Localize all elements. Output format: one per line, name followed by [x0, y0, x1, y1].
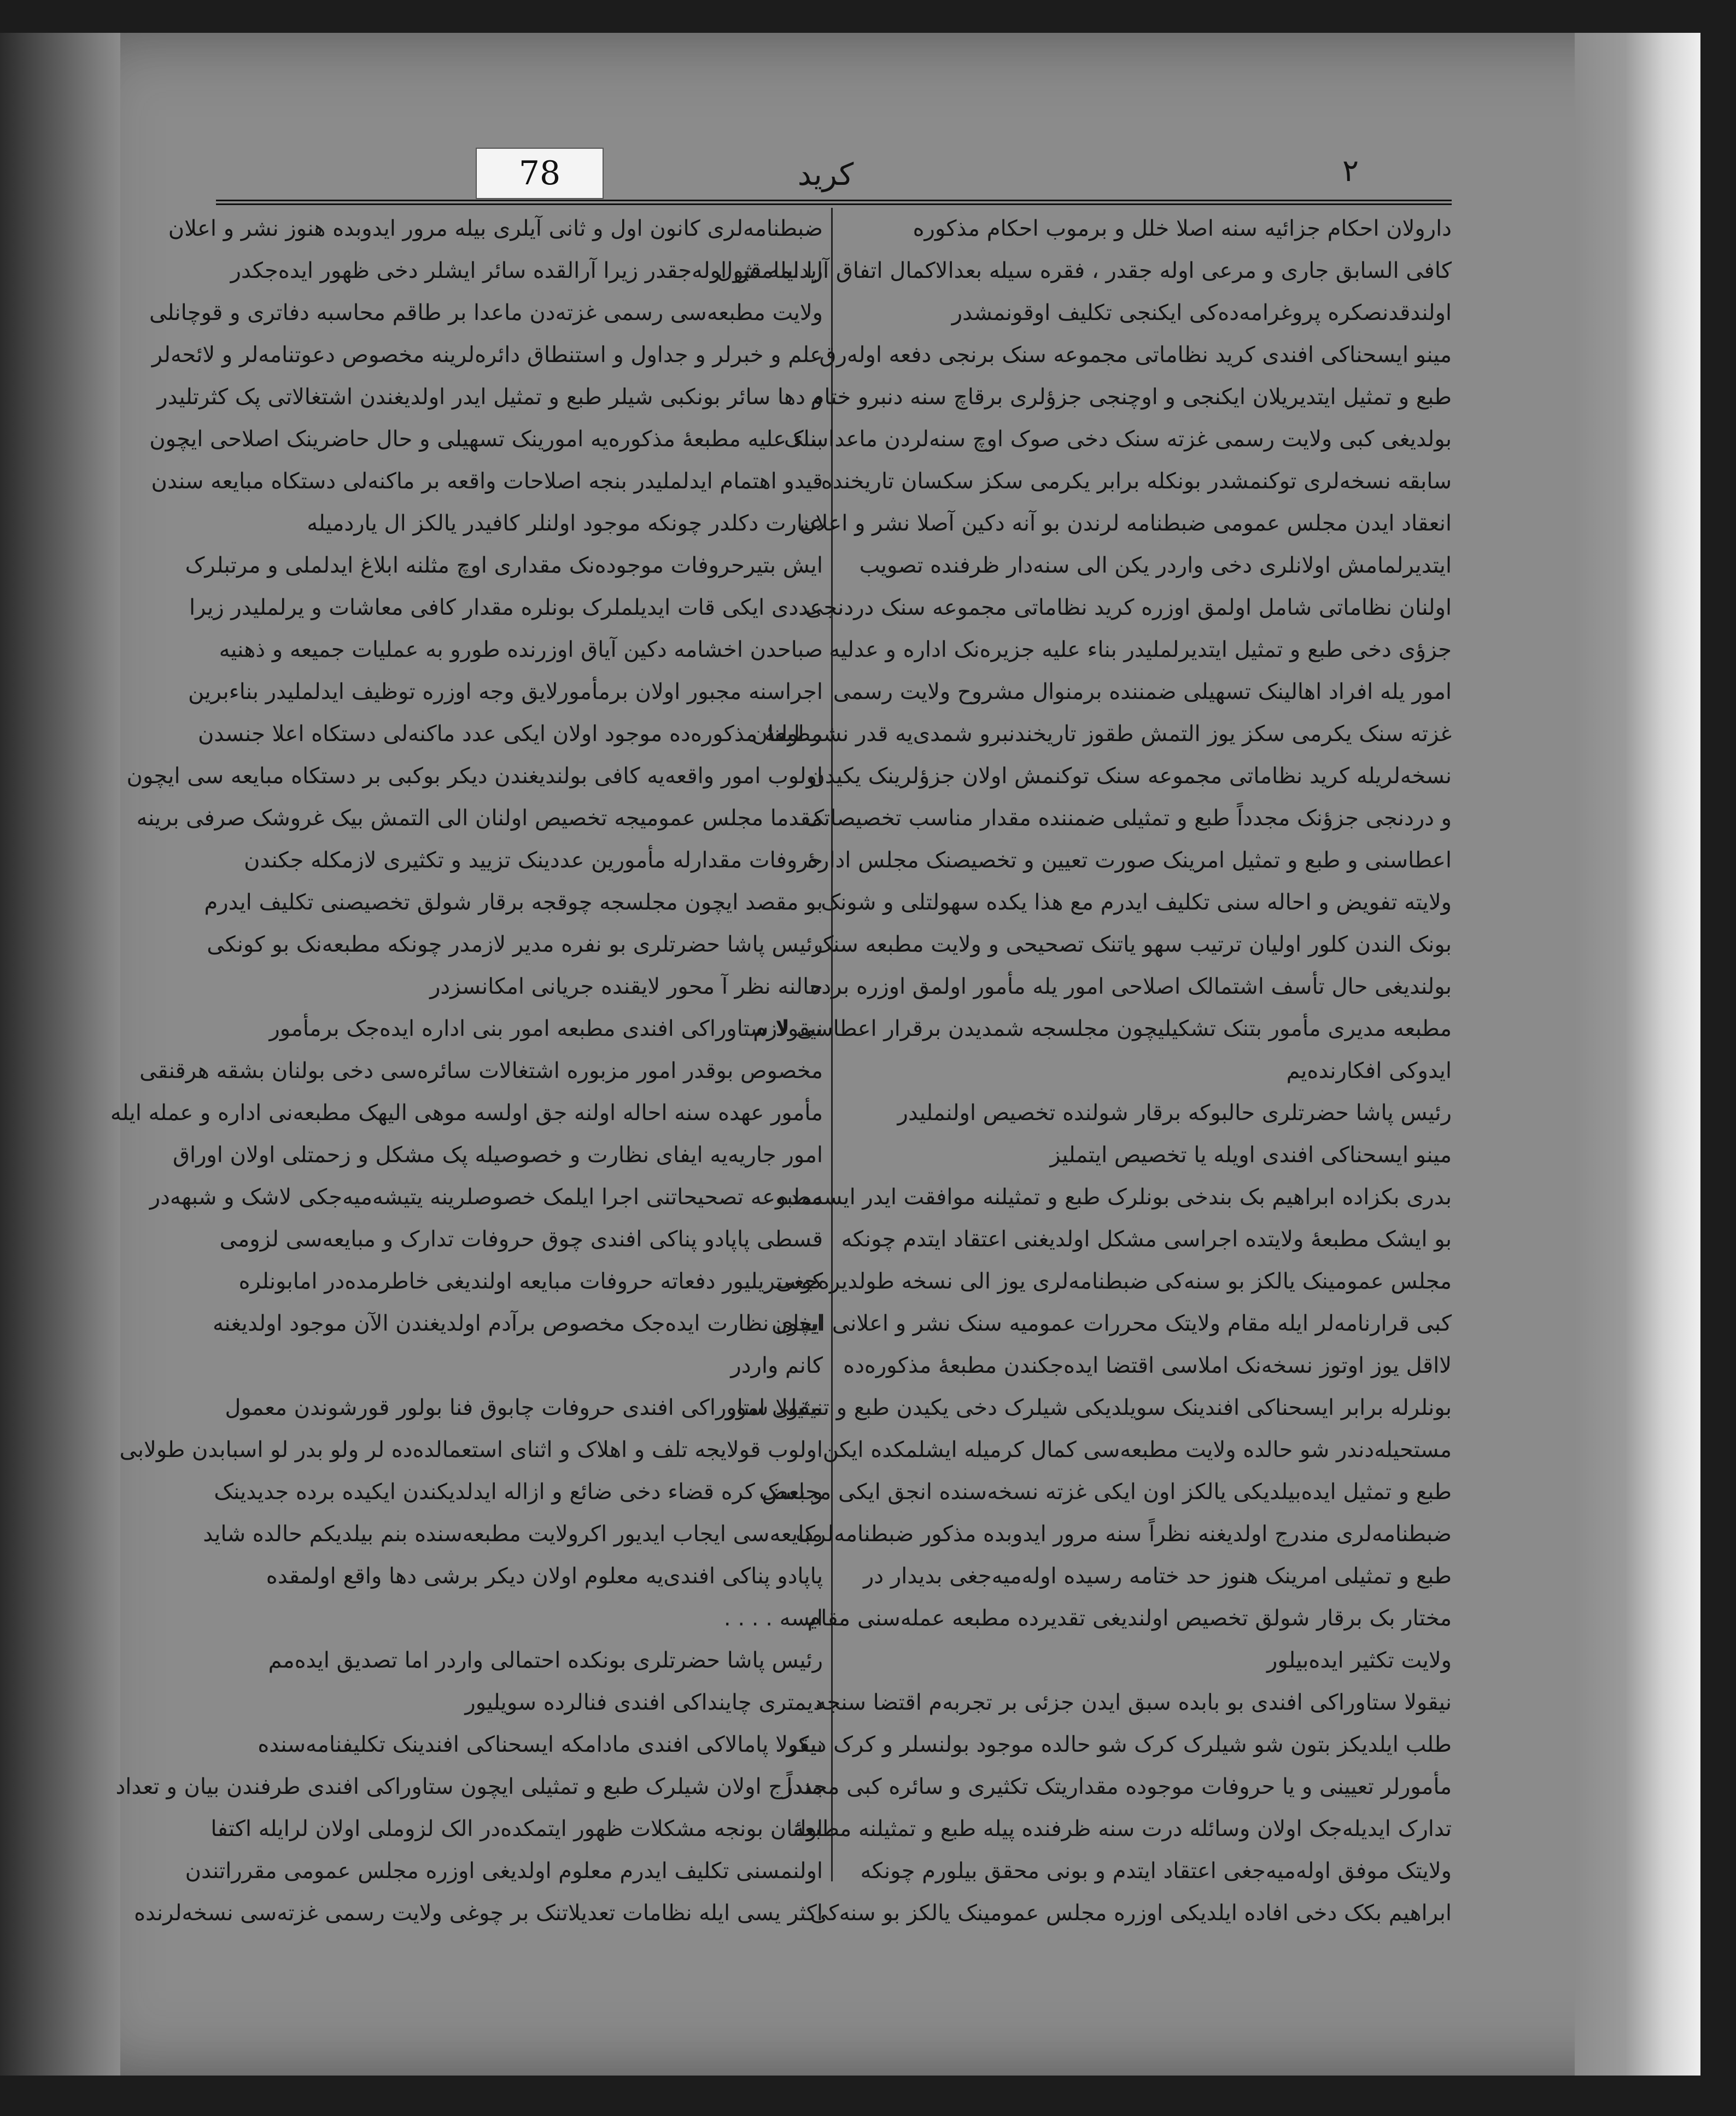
text-line: اجراسنه مجبور اولان برمأمورلایق وجه اوزره توظیف ایدلملیدر بناءبرین	[188, 679, 823, 704]
text-line: نیقولا ستاوراکی افندی بو بابده سبق ایدن جزئی بر تجربه‌م اقتضا سنجه	[815, 1690, 1452, 1715]
text-line: مینو ایسحناکی افندی کرید نظاماتی مجموعه سنک برنجی دفعه اوله‌رق	[819, 342, 1452, 368]
text-line: اعطاسنی و طبع و تمثیل امرینک صورت تعیین و تخصیصنک مجلس اداره‌ٔ	[807, 848, 1452, 873]
text-line: کافی السابق جاری و مرعی اوله جقدر ، فقره سیله بعدالاکمال اتفاق آرا ایله قبول	[717, 258, 1452, 283]
text-line: اکثر یسی ایله نظامات تعدیلاتنک بر چوغی ولایت رسمی غزته‌سی نسخه‌لرنده	[134, 1901, 823, 1926]
text-line: ایدلمامش اوله‌جقدر زیرا آرالقده سائر ایشلر دخی ظهور ایده‌جکدر	[230, 258, 823, 283]
text-line: مطبعهٔ مذکوره‌ده موجود اولان ایکی عدد ماکنه‌لی دستکاه اعلا جنسدن	[198, 721, 823, 747]
text-line: نیقولا ستاوراکی افندی مطبعه امور بنی اداره ایده‌جک برمأمور	[269, 1016, 823, 1041]
text-line: بو ایشک مطبعهٔ ولایتده اجراسی مشکل اولدیغنی اعتقاد ایتدم چونکه	[841, 1227, 1452, 1252]
text-line: غزته سنک یکرمی سکز یوز التمش طقوز تاریخندنبرو شمدی‌یه قدر نشر اولنان	[751, 721, 1452, 747]
text-line: اولوب قولایجه تلف و اهلاک و اثنای استعمالده‌ده لر ولو بدر لو اسبابدن طولابی	[119, 1437, 823, 1462]
text-line: طلب ایلدیکز بتون شو شیلرک کرک شو حالده موجود بولنسلر و کرک دیکر	[786, 1732, 1452, 1757]
text-line: امور یله افراد اهالینک تسهیلی ضمننده برمنوال مشروح ولایت رسمی	[833, 679, 1452, 704]
text-line: لااقل یوز اوتوز نسخه‌نک املاسی اقتضا ایده‌جکندن مطبعهٔ مذکوره‌ده	[843, 1353, 1452, 1378]
header-rule	[216, 200, 1452, 205]
text-line: قیدو اهتمام ایدلملیدر بنجه اصلاحات واقعه بر ماکنه‌لی دستکاه مبایعه سندن	[151, 469, 823, 494]
text-line: ایسه . . . .	[723, 1606, 823, 1631]
text-line: مخصوص بوقدر امور مزبوره اشتغالات سائره‌سی دخی بولنان بشقه هرقنقی	[139, 1058, 823, 1083]
text-line: طبع و تمثیلی امرینک هنوز حد ختامه رسیده اوله‌میه‌جغی بدیدار در	[863, 1564, 1452, 1589]
text-line: بولدیغی کبی ولایت رسمی غزته سنک دخی صوک اوچ سنه‌لردن ماعداسنک	[784, 427, 1452, 452]
text-line: مختار بک برقار شولق تخصیص اولندیغی تقدیرده مطبعه عمله‌سنی مقام	[807, 1606, 1452, 1631]
left-text-column	[110, 208, 823, 1926]
text-line: مقدما مجلس عمومیجه تخصیص اولنان الی التمش بیک غروشک صرفی برینه	[136, 806, 823, 831]
text-line: بدری بکزاده ابراهیم بک بندخی بونلرک طبع و تمثیلنه موافقت ایدر ایسه‌مده	[777, 1185, 1452, 1210]
text-line: و دها سائر بونکبی شیلر طبع و تمثیل ایدر اولدیغندن اشتغالاتی پک کثرتلیدر	[157, 384, 823, 410]
text-line: بونک الندن کلور اولیان ترتیب سهو یاتنک تصحیحی و ولایت مطبعه سنک	[814, 932, 1452, 957]
text-line: نیقولا پامالاکی افندی مادامکه ایسحناکی افندینک تکلیفنامه‌سنده	[258, 1732, 823, 1757]
text-line: کبی قرارنامه‌لر ایله مقام ولایتک محررات عمومیه سنک نشر و اعلانی ایچون	[771, 1311, 1452, 1336]
text-line: علم و خبرلر و جداول و استنطاق دائره‌لرینه مخصوص دعوتنامه‌لر و لائحه‌لر	[151, 342, 823, 368]
text-line: دارولان احکام جزائیه سنه اصلا خلل و برموب احکام مذکوره	[913, 216, 1452, 241]
text-line: طبع و تمثیل ایده‌بیلدیکی یالکز اون ایکی غزته نسخه‌سنده انجق ایکی مجلسک	[759, 1479, 1452, 1505]
text-line: سابقه نسخه‌لری توکنمشدر بونکله برابر یکرمی سکز سکسان تاریخنده	[821, 469, 1452, 494]
text-line: اولنان نظاماتی شامل اولمق اوزره کرید نظاماتی مجموعه سنک دردنجی	[805, 595, 1452, 620]
text-line: نیقولا ستاوراکی افندی حروفات چابوق فنا بولور قورشوندن معمول	[225, 1395, 823, 1420]
text-line: جزؤی دخی طبع و تمثیل ایتدیرلملیدر بناء علیه جزیره‌نک اداره و عدلیه	[829, 637, 1452, 662]
page-number: ٢	[1342, 153, 1359, 189]
text-line: مأمور عهده سنه احاله اولنه جق اولسه موهی الیهک مطبعه‌نی اداره و عمله ایله	[110, 1100, 823, 1126]
text-line: بو مقصد ایچون مجلسجه چوقجه برقار شولق تخصیصنی تکلیف ایدرم	[204, 890, 823, 915]
text-line: ایتدیرلمامش اولانلری دخی واردر یکن الی سنه‌دار ظرفنده تصویب	[859, 553, 1452, 578]
text-line: مستحیله‌دندر شو حالده ولایت مطبعه‌سی کمال کرمیله ایشلمکده ایکن	[822, 1437, 1452, 1462]
text-line: ولایت تکثیر ایده‌بیلور	[1266, 1648, 1452, 1673]
text-line: مجلس عمومینک یالکز بو سنه‌کی ضبطنامه‌لری یوز الی نسخه طولدیره‌جغی	[775, 1269, 1452, 1294]
text-line: مأمورلر تعیینی و یا حروفات موجوده مقداریتک تکثیری و سائره کبی مجدداً	[786, 1774, 1452, 1799]
text-line: مندرج اولان شیلرک طبع و تمثیلی ایچون ستاوراکی افندی طرفندن بیان و تعداد	[115, 1774, 823, 1799]
archive-page-number: 78	[476, 148, 604, 199]
text-line: اولوب امور واقعه‌یه کافی بولندیغندن دیکر بوکبی بر دستکاه مبایعه سی ایچون	[126, 763, 823, 789]
text-line: طبع و تمثیل ایتدیریلان ایکنجی و اوچنجی جزؤلری برقاچ سنه دنبرو ختام	[810, 384, 1452, 410]
text-line: ایش بتیرحروفات موجوده‌نک مقداری اوچ مثلنه ابلاغ ایدلملی و مرتبلرک	[185, 553, 823, 578]
text-line: صباحدن اخشامه دکین آیاق اوزرنده طورو به عملیات جمیعه و ذهنیه	[219, 637, 823, 662]
torn-right-edge	[1575, 33, 1700, 2076]
text-line: و بعض کره قضاء دخی ضائع و ازاله ایدلدیکندن ایکیده برده جدیدینک	[214, 1479, 823, 1505]
text-line: ضبطنامه‌لری کانون اول و ثانی آیلری بیله مرور ایدوبده هنوز نشر و اعلان	[168, 216, 823, 241]
text-line: ایدوکی افکارنده‌یم	[1286, 1058, 1452, 1083]
text-line: تدارک ایدیله‌جک اولان وسائله درت سنه ظرفنده پیله طبع و تمثیلنه مطبعهٔ	[793, 1816, 1452, 1841]
text-line: حروفات مقدارله مأمورین عددینک تزیید و تکثیری لازمکله جکندن	[244, 848, 823, 873]
text-line: کانم واردر	[730, 1353, 823, 1378]
text-line: ایفای نظارت ایده‌جک مخصوص برآدم اولدیغندن الآن موجود اولدیغنه	[212, 1311, 823, 1336]
text-line: انعقاد ایدن مجلس عمومی ضبطنامه لرندن بو آنه دکین آصلا نشر و اعلان	[799, 511, 1452, 536]
text-line: بناء علیه مطبعهٔ مذکوره‌یه امورینک تسهیلی و حال حاضرینک اصلاحی ایچون	[149, 427, 823, 452]
text-line: عبارت دکلدر چونکه موجود اولنلر کافیدر یالکز ال یاردمیله	[307, 511, 823, 536]
text-line: مینو ایسحناکی افندی اویله یا تخصیص ایتملیز	[1050, 1142, 1452, 1168]
text-line: حالنه نظر آ محور لایقنده جریانی امکانسزدر	[430, 974, 823, 999]
text-line: امور جاریه‌یه ایفای نظارت و خصوصیله پک مشکل و زحمتلی اولان اوراق	[172, 1142, 823, 1168]
text-line: قسطی پاپادو پناکی افندی چوق حروفات تدارک و مبایعه‌سی لزومی	[219, 1227, 823, 1252]
text-line: ضبطنامه‌لری مندرج اولدیغنه نظراً سنه مرور ایدوبده مذکور ضبطنامه‌لرک	[796, 1522, 1452, 1547]
text-line: مبایعه‌سی ایجاب ایدیور اکرولایت مطبعه‌سنده بنم بیلدیکم حالده شاید	[203, 1522, 823, 1547]
page-header-title: کرید	[797, 157, 854, 193]
text-line: اولنان بونجه مشکلات ظهور ایتمکده‌در الک لزوملی اولان لرایله اکتفا	[211, 1816, 823, 1841]
torn-left-edge	[0, 33, 120, 2076]
text-line: ولایت مطبعه‌سی رسمی غزته‌دن ماعدا بر طاقم محاسبه دفاتری و قوچانلی	[149, 300, 823, 325]
text-line: عددی ایکی قات ایدیلملرک بونلره مقدار کافی معاشات و یرلملیدر زیرا	[189, 595, 823, 620]
text-line: دیمتری چاینداکی افندی فنالرده سویلیور	[465, 1690, 823, 1715]
text-line: مطبعه مدیری مأمور بتنک تشکیلیچون مجلسجه شمدیدن برقرار اعطاسی لازم	[753, 1016, 1452, 1041]
text-line: اولندقدنصکره پروغرامه‌ده‌کی ایکنجی تکلیف اوقونمشدر	[951, 300, 1452, 325]
text-line: رئیس پاشا حضرتلری بو نفره مدیر لازمدر چونکه مطبعه‌نک بو کونکی	[207, 932, 823, 957]
text-line: بونلرله برابر ایسحناکی افندینک سویلدیکی شیلرک دخی یکیدن طبع و تمثیلی امور	[725, 1395, 1452, 1420]
text-line: نسخه‌لریله کرید نظاماتی مجموعه سنک توکنمش اولان جزؤلرینک یکیدن	[809, 763, 1452, 789]
text-line: و دردنجی جزؤنک مجدداً طبع و تمثیلی ضمننده مقدار مناسب تخصیصاتک	[804, 806, 1452, 831]
text-line: ولایتک موفق اوله‌میه‌جغی اعتقاد ایتدم و بونی محقق بیلورم چونکه	[860, 1858, 1452, 1884]
text-line: مطبوعه تصحیحاتنی اجرا ایلمک خصوصلرینه یتیشه‌میه‌جکی لاشک و شبهه‌در	[149, 1185, 823, 1210]
text-line: بولندیغی حال تأسف اشتمالک اصلاحی امور یله مأمور اولمق اوزره برده	[810, 974, 1452, 999]
text-line: رئیس پاشا حضرتلری حالبوکه برقار شولنده تخصیص اولنملیدر	[897, 1100, 1452, 1126]
text-line: رئیس پاشا حضرتلری بونکده احتمالی واردر اما تصدیق ایده‌مم	[268, 1648, 823, 1673]
text-line: اولنمسنی تکلیف ایدرم معلوم اولدیغی اوزره مجلس عمومی مقرراتندن	[185, 1858, 823, 1884]
text-line: ولایته تفویض و احاله سنی تکلیف ایدرم مع هذا یکده سهولتلی و شونک	[821, 890, 1452, 915]
text-line: کوستریلیور دفعاته حروفات مبایعه اولندیغی خاطرمده‌در امابونلره	[238, 1269, 823, 1294]
text-line: پاپادو پناکی افندی‌یه معلوم اولان دیکر برشی دها واقع اولمقده	[266, 1564, 823, 1589]
text-line: ابراهیم بکک دخی افاده ایلدیکی اوزره مجلس عمومینک یالکز بو سنه‌کی	[810, 1901, 1452, 1926]
